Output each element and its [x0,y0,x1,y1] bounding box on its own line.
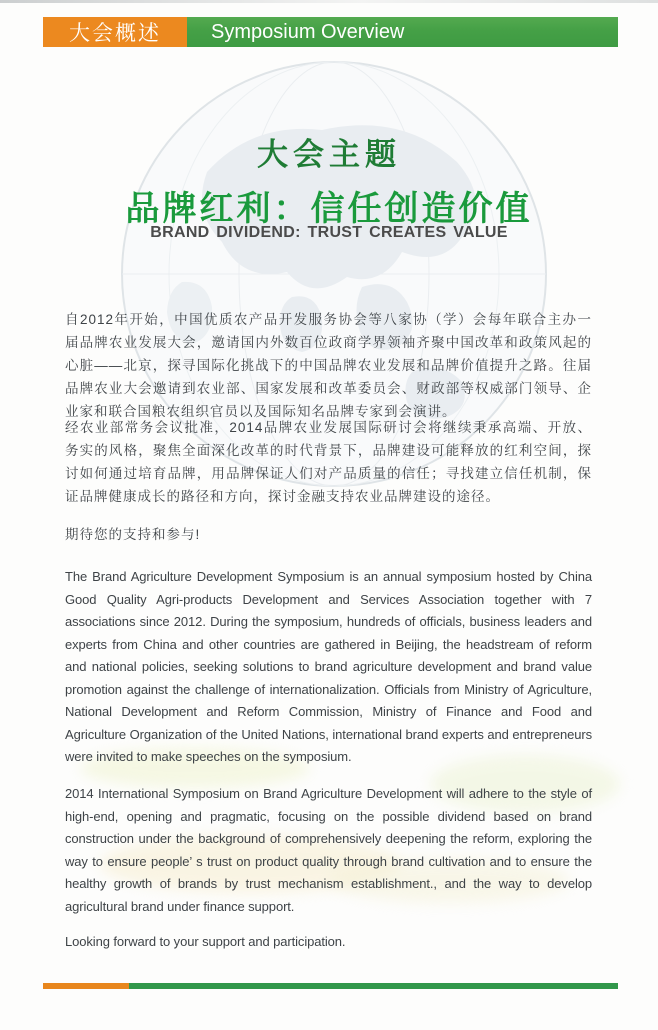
page-heading-zh: 大会主题 [257,137,401,172]
header-tab-en: Symposium Overview [187,17,618,47]
footer-rule-green-segment [129,983,618,989]
paragraph-en-intro: The Brand Agriculture Development Symposium is an annual symposium hosted by China Good Quality Agri-products Development and Services Association together with 7 associations since 2012. During the symposium, hundreds of officials, business leaders and experts from China and other countries are gathered in Beijing, the headstream of reform and national policies, seeking solutions to brand agriculture development and brand value promotion against the challenge of internationalization. Officials from Ministry of Agriculture, National Development and Reform Commission, Ministry of Finance and Food and Agriculture Organization of the United Nations, international brand experts and entrepreneurs were invited to make speeches on the symposium. [65,569,592,764]
symposium-theme-en: BRAND DIVIDEND: TRUST CREATES VALUE [150,224,508,241]
footer-rule [43,983,618,989]
paragraph-en-closing: Looking forward to your support and participation. [65,934,346,949]
header-band [43,17,618,47]
paragraph-zh-closing: 期待您的支持和参与! [65,527,201,542]
paragraph-en-2014-plan: 2014 International Symposium on Brand Agriculture Development will adhere to the style of high-end, opening and pragmatic, focusing on the possible dividend based on brand construction under the background of comprehensively deepening the reform, exploring the way to ensure people’ s trust on product quality through brand cultivation and to ensure the healthy growth of brands by trust mechanism establishment., and the way to develop agricultural brand under finance support. [65,786,592,914]
paragraph-zh-intro: 自2012年开始，中国优质农产品开发服务协会等八家协（学）会每年联合主办一届品牌农业发展大会，邀请国内外数百位政商学界领袖齐聚中国改革和政策风起的心脏——北京，探寻国际化挑战下的中国品牌农业发展和品牌价值提升之路。往届品牌农业大会邀请到农业部、国家发展和改革委员会、财政部等权威部门领导、企业家和联合国粮农组织官员以及国际知名品牌专家到会演讲。 [65,312,592,419]
header-tab-zh: 大会概述 [43,17,187,47]
symposium-theme-zh: 品牌红利：信任创造价值 [125,190,533,228]
paragraph-zh-2014-plan: 经农业部常务会议批准，2014品牌农业发展国际研讨会将继续秉承高端、开放、务实的风格，聚焦全面深化改革的时代背景下，品牌建设可能释放的红利空间，探讨如何通过培育品牌，用品牌保证人们对产品质量的信任；寻找建立信任机制，保证品牌健康成长的路径和方向，探讨金融支持农业品牌建设的途径。 [65,420,592,504]
footer-rule-orange-segment [43,983,129,989]
scan-edge-artifact [0,0,658,3]
